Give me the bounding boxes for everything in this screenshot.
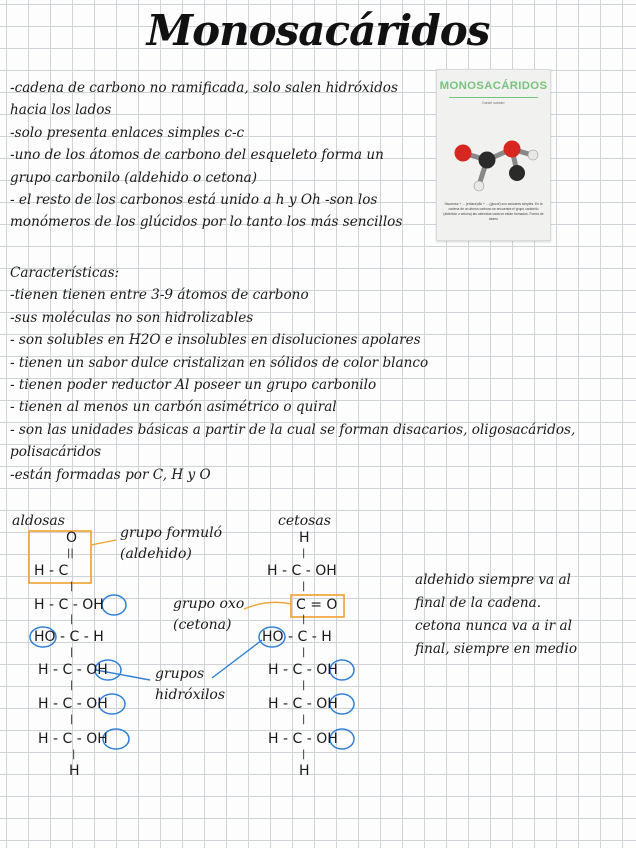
characteristic-item: - tienen un sabor dulce cristalizan en sólidos de color blanco — [10, 354, 429, 371]
aldose-oxygen: O — [66, 530, 78, 546]
thumbnail-subtitle: Daniel sabater — [482, 101, 505, 105]
formyl-sublabel: (aldehido) — [120, 546, 192, 562]
thumbnail-body: Sacarosa + ... (enlace)dio + ... (glucof) son azúcares simples. En la cadena de un átomo carbono se encuentra el grupo carbonilo (aldehído o cetona) las valencias cada se están formados. Forma de átomo — [443, 202, 544, 221]
aldose-bottom-h: H — [69, 763, 80, 779]
ketose-top-h: H — [299, 530, 310, 546]
page-title: Monosacáridos — [146, 6, 490, 55]
ketose-bottom-h: H — [299, 763, 310, 779]
bond-icon: | — [72, 749, 76, 760]
characteristic-item: - tienen al menos un carbón asimétrico o quiral — [10, 399, 337, 416]
ketose-row: H - C - OH — [268, 662, 338, 678]
intro-line: monómeros de los glúcidos por lo tanto los más sencillos — [10, 214, 403, 231]
bond-icon: | — [70, 714, 74, 725]
side-note-line: final de la cadena. — [415, 595, 542, 611]
ketose-row: H - C - OH — [268, 696, 338, 712]
side-note-line: cetona nunca va a ir al — [415, 618, 572, 634]
aldosas-label: aldosas — [12, 513, 65, 529]
characteristic-item: - tienen poder reductor Al poseer un grupo carbonilo — [10, 376, 377, 393]
hydroxyl-sublabel: hidróxilos — [155, 687, 226, 703]
intro-line: -solo presenta enlaces simples c-c — [10, 124, 245, 141]
characteristics-heading: Características: — [10, 265, 120, 281]
hydroxyl-pointer-right — [212, 640, 262, 678]
intro-line: -cadena de carbono no ramificada, solo salen hidróxidos — [10, 80, 398, 96]
bond-icon: | — [302, 647, 306, 658]
characteristic-item: -están formadas por C, H y O — [10, 466, 211, 483]
formyl-pointer — [91, 540, 116, 545]
side-note-line: aldehido siempre va al — [415, 572, 571, 588]
characteristic-item: - son solubles en H2O e insolubles en disoluciones apolares — [10, 332, 421, 349]
bond-icon: | — [302, 749, 306, 760]
bond-icon: | — [70, 680, 74, 691]
bond-icon: | — [302, 581, 306, 592]
bond-icon: | — [70, 647, 74, 658]
side-note-line: final, siempre en medio — [415, 641, 578, 657]
ketose-row: HO - C - H — [262, 629, 332, 645]
ketose-c1: H - C - OH — [267, 563, 337, 579]
characteristic-item: - son las unidades básicas a partir de la cual se forman disacarios, oligosacáridos, — [10, 421, 576, 438]
side-notes — [415, 569, 577, 661]
aldose-c1: H - C — [34, 563, 69, 579]
bond-icon: | — [302, 614, 306, 625]
oxo-pointer — [244, 602, 291, 609]
aldose-row: HO - C - H — [34, 629, 104, 645]
intro-line: grupo carbonilo (aldehido o cetona) — [10, 169, 258, 186]
ketose-row: H - C - OH — [268, 731, 338, 747]
bond-icon: | — [302, 714, 306, 725]
aldose-row: H - C - OH — [38, 696, 108, 712]
aldose-row: H - C - OH — [34, 597, 104, 613]
hydroxyl-label: grupos — [155, 666, 205, 682]
bond-icon: | — [70, 614, 74, 625]
intro-line: - el resto de los carbonos está unido a h y Oh -son los — [10, 191, 378, 208]
aldose-row: H - C - OH — [38, 662, 108, 678]
formyl-label: grupo formuló — [120, 525, 223, 541]
aldose-row: H - C - OH — [38, 731, 108, 747]
characteristic-item: -sus moléculas no son hidrolizables — [10, 309, 254, 326]
double-bond-icon: || — [67, 548, 74, 559]
characteristic-item: polisacáridos — [10, 444, 102, 461]
bond-icon: | — [70, 581, 74, 592]
characteristic-item: -tienen tienen entre 3-9 átomos de carbono — [10, 287, 309, 304]
bond-icon: | — [302, 548, 306, 559]
oxo-label: grupo oxo — [173, 596, 245, 612]
intro-line: -uno de los átomos de carbono del esqueleto forma un — [10, 147, 384, 164]
bond-icon: | — [302, 680, 306, 691]
ketose-c2: C = O — [296, 597, 338, 613]
oxo-sublabel: (cetona) — [173, 617, 232, 633]
thumbnail-title: MONOSACÁRIDOS — [439, 80, 548, 92]
cetosas-label: cetosas — [278, 513, 331, 529]
intro-line: hacia los lados — [10, 102, 112, 119]
